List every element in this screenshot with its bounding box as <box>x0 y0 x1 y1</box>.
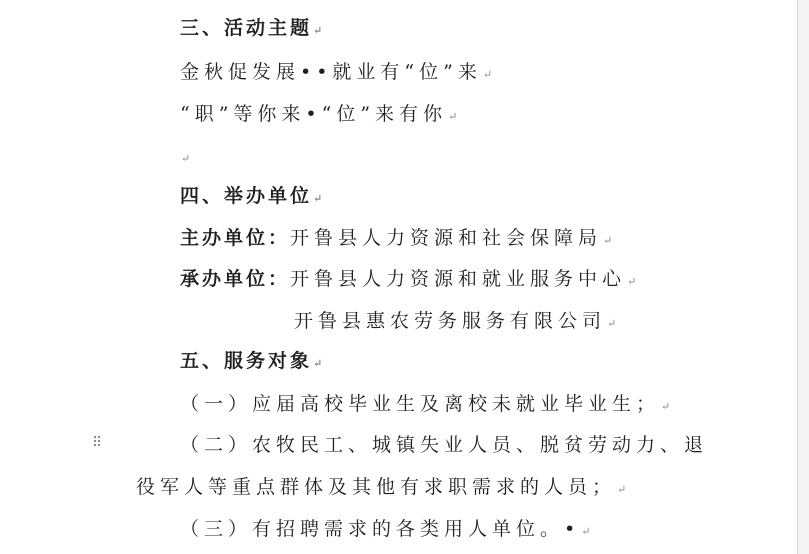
organizer-label: 承办单位： <box>180 268 291 290</box>
paragraph-mark: ↵ <box>661 400 671 413</box>
paragraph-mark: ↵ <box>607 317 617 330</box>
host-label: 主办单位： <box>180 227 291 249</box>
organizer-line-1 <box>180 267 636 294</box>
organizer-line-2 <box>294 309 616 336</box>
section-heading-3: 三、活动主题↵ <box>180 17 323 39</box>
organizer-value-1: 开鲁县人力资源和就业服务中心 <box>290 268 627 290</box>
paragraph-mark: ↵ <box>581 525 591 538</box>
paragraph-mark: ↵ <box>313 24 323 37</box>
paragraph-mark: ↵ <box>313 357 323 370</box>
target-item-3: （三）有招聘需求的各类用人单位。•↵ <box>180 518 591 540</box>
target-item-1: （一）应届高校毕业生及离校未就业毕业生；↵ <box>180 393 671 415</box>
paragraph-mark: ↵ <box>181 152 191 165</box>
paragraph-mark: ↵ <box>617 483 627 496</box>
host-value: 开鲁县人力资源和社会保障局 <box>290 227 603 249</box>
paragraph-mark: ↵ <box>313 192 323 205</box>
paragraph-mark: ↵ <box>482 68 493 81</box>
theme-line-1: 金秋促发展••就业有“位”来↵ <box>180 61 493 83</box>
organizer-value-2: 开鲁县惠农劳务服务有限公司 <box>294 310 607 332</box>
empty-paragraph <box>180 144 190 171</box>
paragraph-mark: ↵ <box>627 275 637 288</box>
target-item-2-line-2: 役军人等重点群体及其他有求职需求的人员；↵ <box>136 476 627 498</box>
section-heading-5: 五、服务对象↵ <box>180 350 323 372</box>
host-unit-line <box>180 226 612 253</box>
section-heading-4: 四、举办单位↵ <box>180 185 323 207</box>
theme-line-2: “职”等你来•“位”来有你↵ <box>180 103 458 125</box>
paragraph-mark: ↵ <box>448 110 458 123</box>
target-item-2-line-1: （二）农牧民工、城镇失业人员、脱贫劳动力、退 <box>180 434 709 456</box>
paragraph-mark: ↵ <box>603 234 613 247</box>
drag-handle-icon[interactable]: ⠿ <box>92 435 103 451</box>
